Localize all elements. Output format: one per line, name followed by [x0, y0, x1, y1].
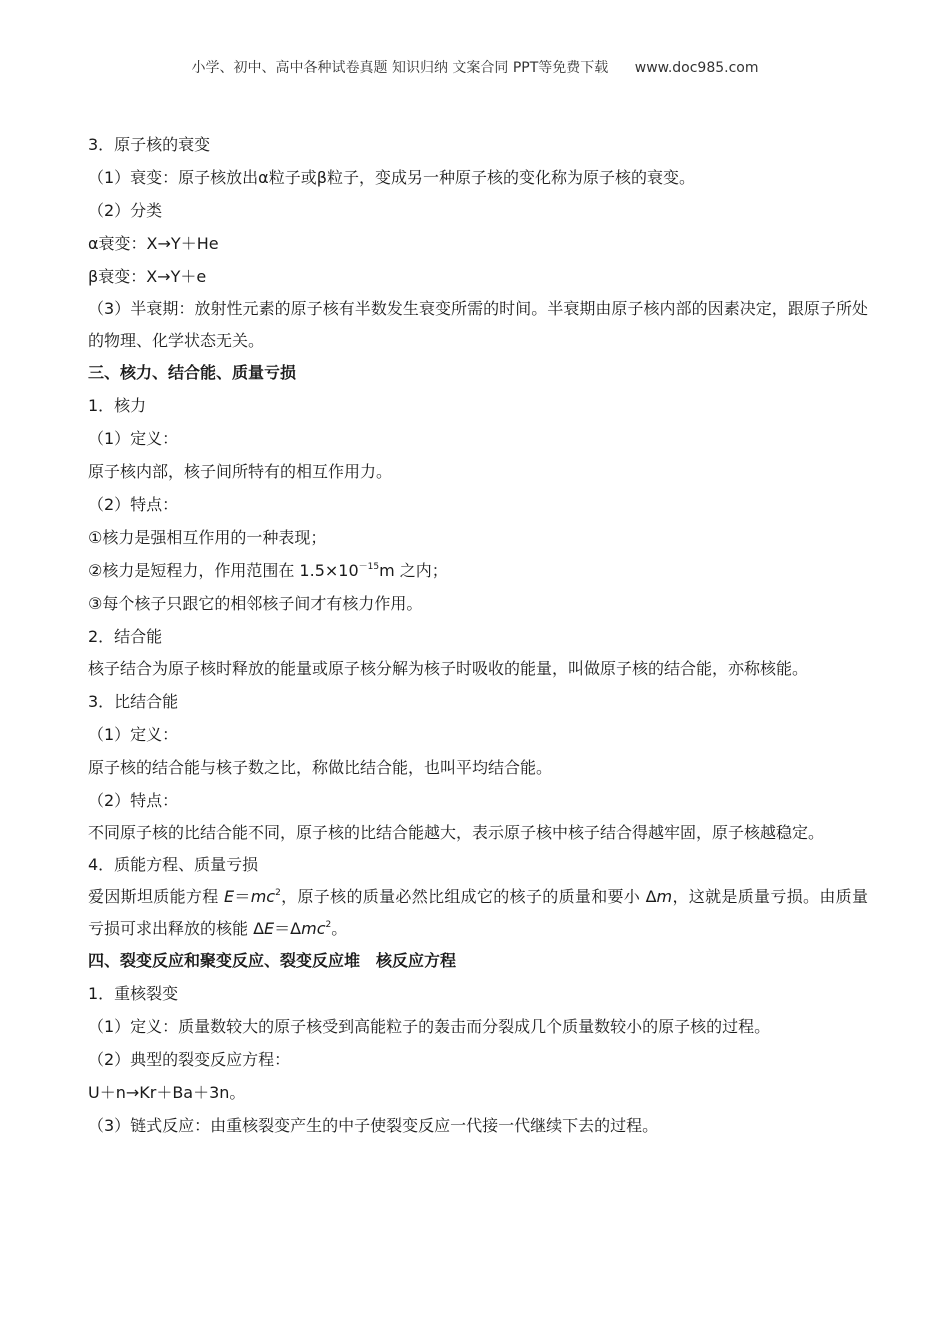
mass-energy-text-c: ，这就是质量亏损。由质量亏损可求出释放的核能 Δ	[88, 887, 868, 938]
feature-2-text: ②核力是短程力，作用范围在 1.5×10	[88, 561, 359, 580]
specific-features-paragraph: 不同原子核的比结合能不同，原子核的比结合能越大，表示原子核中核子结合得越牢固，原子核越稳定。	[88, 822, 825, 842]
symbol-mc-2: mc	[301, 918, 326, 938]
mass-energy-text-b: ，原子核的质量必然比组成它的核子的质量和要小 Δ	[280, 887, 657, 906]
symbol-m: m	[656, 887, 673, 906]
heading-fission-fusion: 四、裂变反应和聚变反应、裂变反应堆 核反应方程	[88, 951, 457, 970]
fission-equation-label: （2）典型的裂变反应方程：	[88, 1050, 291, 1069]
page-header	[0, 57, 950, 77]
header-url[interactable]: www.doc985.com	[634, 60, 759, 76]
equals-delta: ＝Δ	[274, 918, 302, 938]
heading-nuclear-force: 三、核力、结合能、质量亏损	[88, 363, 297, 382]
specific-definition-label: （1）定义：	[88, 724, 179, 744]
specific-features-label: （2）特点：	[88, 790, 179, 810]
symbol-mc: mc	[250, 887, 276, 906]
definition-text: 原子核内部，核子间所特有的相互作用力。	[88, 462, 393, 481]
beta-decay-equation: β衰变：X→Y＋e	[88, 267, 207, 286]
half-life-paragraph: （3）半衰期：放射性元素的原子核有半数发生衰变所需的时间。半衰期由原子核内部的因素决定，跟原子所处的物理、化学状态无关。	[88, 299, 868, 350]
symbol-E-2: E	[264, 918, 275, 938]
feature-2-unit: m 之内；	[379, 561, 448, 580]
fission-definition: （1）定义：质量数较大的原子核受到高能粒子的轰击而分裂成几个质量数较小的原子核的过程。	[88, 1017, 771, 1036]
feature-2-exponent: －15	[358, 562, 380, 572]
fission-equation: U＋n→Kr＋Ba＋3n。	[88, 1083, 246, 1102]
symbol-E: E	[223, 887, 235, 906]
header-text: 小学、初中、高中各种试卷真题 知识归纳 文案合同 PPT等免费下载	[191, 60, 609, 76]
subheading-heavy-fission: 1．重核裂变	[88, 984, 179, 1003]
subheading-specific-binding-energy: 3．比结合能	[88, 691, 179, 711]
definition-label: （1）定义：	[88, 429, 179, 448]
exponent-2-second: 2	[325, 919, 332, 930]
exponent-2: 2	[275, 888, 281, 898]
feature-3: ③每个核子只跟它的相邻核子间才有核力作用。	[88, 594, 423, 613]
binding-energy-paragraph: 核子结合为原子核时释放的能量或原子核分解为核子时吸收的能量，叫做原子核的结合能，亦称核能。	[88, 659, 809, 678]
decay-classification-label: （2）分类	[88, 201, 163, 220]
features-label: （2）特点：	[88, 495, 179, 514]
feature-2	[88, 554, 868, 587]
mass-energy-paragraph	[88, 881, 868, 944]
decay-definition: （1）衰变：原子核放出α粒子或β粒子，变成另一种原子核的变化称为原子核的衰变。	[88, 168, 695, 187]
chain-reaction: （3）链式反应：由重核裂变产生的中子使裂变反应一代接一代继续下去的过程。	[88, 1116, 659, 1135]
feature-1: ①核力是强相互作用的一种表现；	[88, 528, 327, 547]
mass-energy-end: 。	[331, 918, 348, 938]
subheading-nuclear-force: 1．核力	[88, 396, 147, 415]
alpha-decay-equation: α衰变：X→Y＋He	[88, 234, 219, 253]
specific-definition-text: 原子核的结合能与核子数之比，称做比结合能，也叫平均结合能。	[88, 757, 553, 777]
subheading-mass-energy: 4．质能方程、质量亏损	[88, 855, 259, 874]
document-body	[88, 128, 868, 1142]
subheading-binding-energy: 2．结合能	[88, 627, 163, 646]
section-title-decay: 3．原子核的衰变	[88, 135, 211, 154]
mass-energy-text-a: 爱因斯坦质能方程	[88, 887, 224, 906]
equals-sign: ＝	[234, 887, 251, 906]
